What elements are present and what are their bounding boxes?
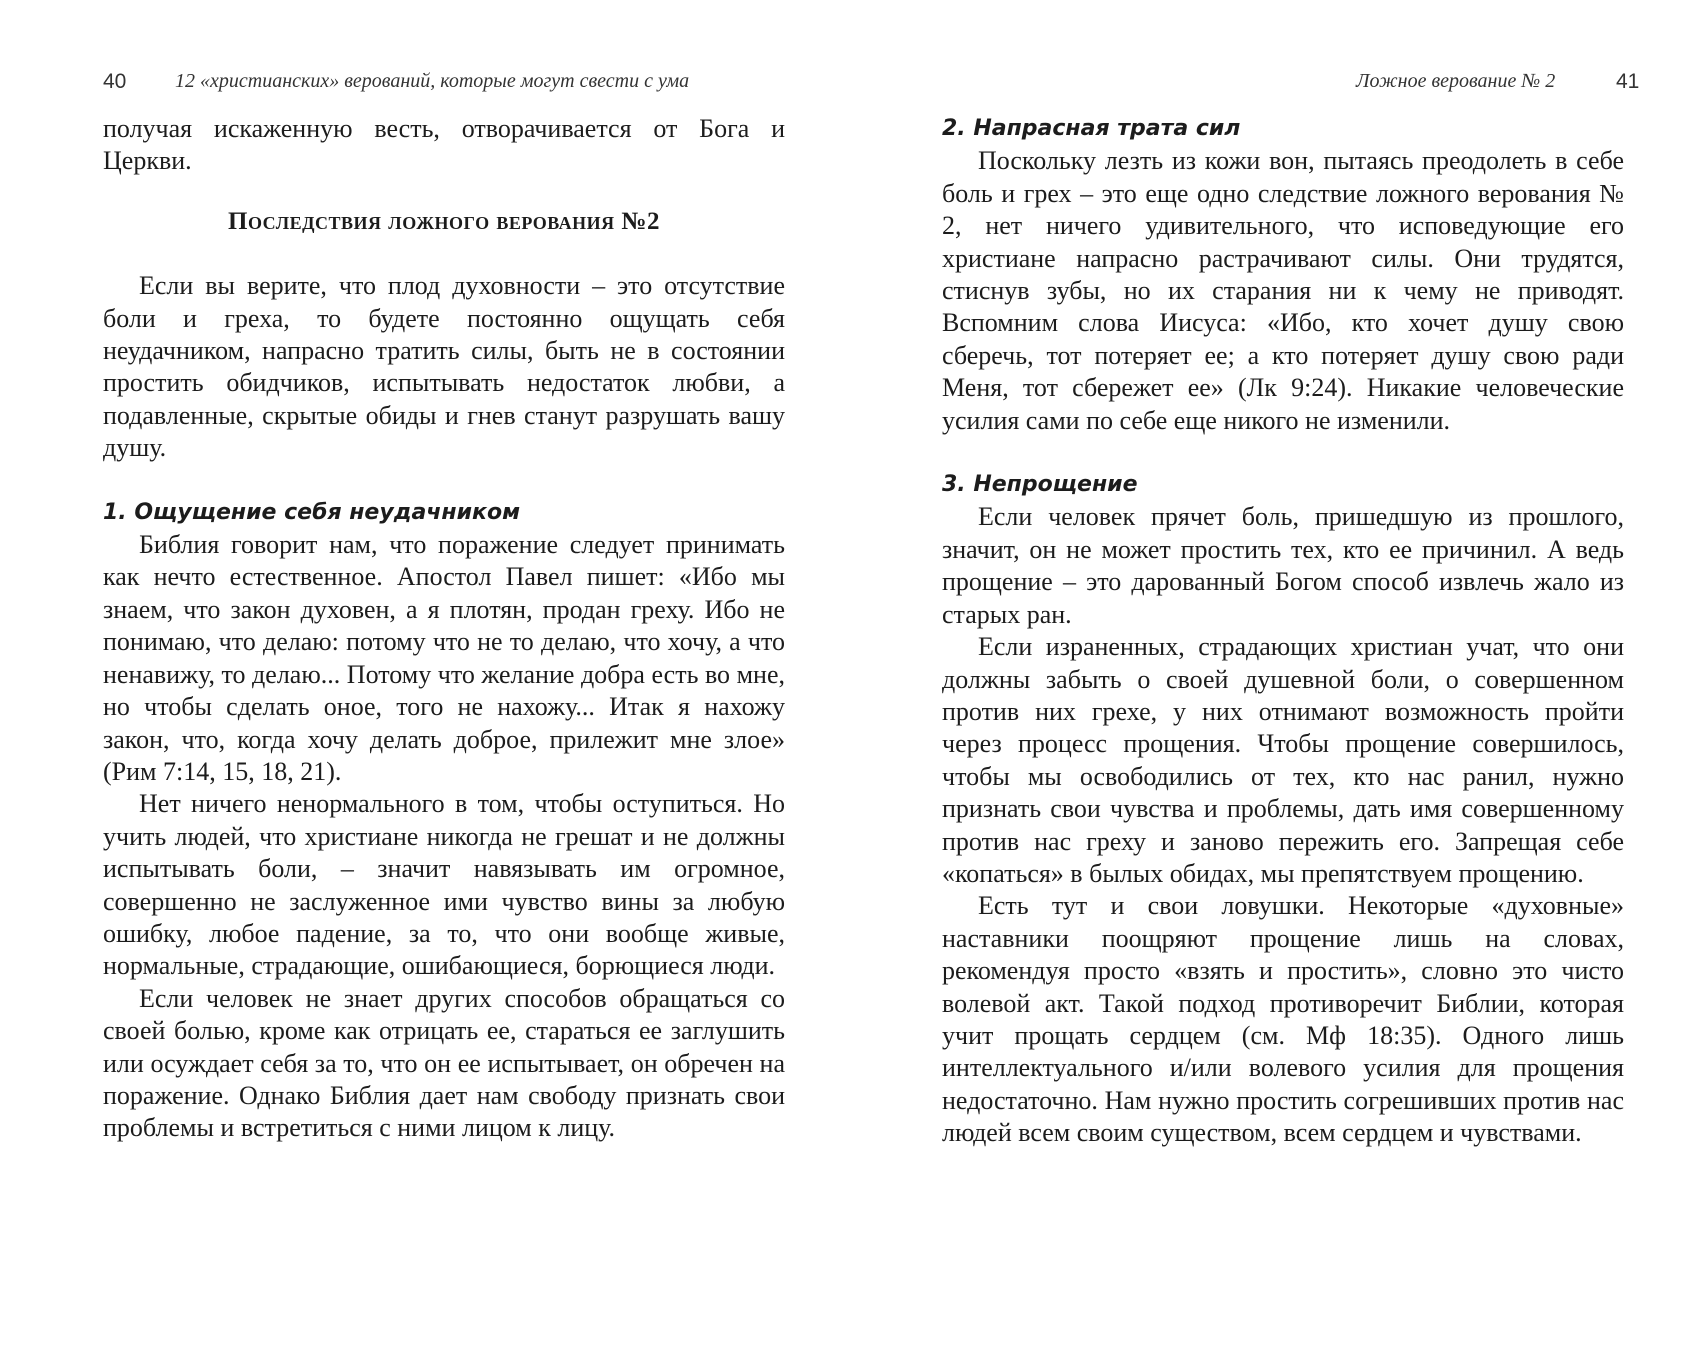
left-page <box>0 0 846 1358</box>
subsection-1-paragraph: Если человек не знает других способов обращаться со своей болью, кроме как отрицать ее, стараться ее заглушить или осуждает себя за то, что он ее испытывает, он обречен на поражение. Однако Библия дает нам свободу признать свои проблемы и встретиться с ними лицом к лицу. <box>103 983 785 1143</box>
left-running-head: 12 «христианских» верований, которые могут свести с ума <box>175 70 690 92</box>
subsection-1-paragraph: Нет ничего ненормального в том, чтобы оступиться. Но учить людей, что христиане никогда не грешат и не должны испытывать боли, – значит навязывать им огромное, совершенно не заслуженное ими чувство вины за любую ошибку, любое падение, за то, что они вообще живые, нормальные, страдающие, ошибающиеся, борющиеся люди. <box>103 789 785 981</box>
subsection-3-title: 3. Непрощение <box>942 472 1138 498</box>
intro-paragraph: Если вы верите, что плод духовности – это отсутствие боли и греха, то будете постоянно ощущать себя неудачником, напрасно тратить силы, быть не в состоянии простить обидчиков, испытывать недостаток любви, а подавленные, скрытые обиды и гнев станут разрушать вашу душу. <box>103 271 785 463</box>
subsection-2-paragraph: Поскольку лезть из кожи вон, пытаясь преодолеть в себе боль и грех – это еще одно следствие ложного верования № 2, нет ничего удивительного, что исповедующие его христиане напрасно растрачивают силы. Они трудятся, стиснув зубы, но их старания ни к чему не приводят. Вспомним слова Иисуса: «Ибо, кто хочет душу свою сберечь, тот потеряет ее; а кто потеряет душу свою ради Меня, тот сбережет ее» (Лк 9:24). Никакие человеческие усилия сами по себе еще никого не изменили. <box>942 146 1624 435</box>
subsection-3-paragraph: Есть тут и свои ловушки. Некоторые «духовные» наставники поощряют прощение лишь на словах, рекомендуя просто «взять и простить», словно это чисто волевой акт. Такой подход противоречит Библии, которая учит прощать сердцем (см. Мф 18:35). Одного лишь интеллектуального и/или волевого усилия для прощения недостаточно. Нам нужно простить согрешивших против нас людей всем своим существом, всем сердцем и чувствами. <box>942 891 1624 1148</box>
right-text-block <box>942 113 1624 1150</box>
subsection-1-title: 1. Ощущение себя неудачником <box>103 499 521 525</box>
subsection-3-paragraph: Если израненных, страдающих христиан учат, что они должны забыть о своей душевной боли, о совершенном против них грехе, у них отнимают возможность пройти через процесс прощения. Чтобы прощение совершилось, чтобы мы освободились от тех, кто нас ранил, нужно признать свои чувства и проблемы, дать имя совершенному против нас греху и заново пережить его. Запрещая себе «копаться» в былых обидах, мы препятствуем прощению. <box>942 632 1624 888</box>
subsection-3-paragraph: Если человек прячет боль, пришедшую из прошлого, значит, он не может простить тех, кто ее причинил. А ведь прощение – это дарованный Богом способ извлечь жало из старых ран. <box>942 502 1624 629</box>
right-page-number: 41 <box>1616 70 1640 93</box>
subsection-1-paragraph: Библия говорит нам, что поражение следует принимать как нечто естественное. Апостол Павел пишет: «Ибо мы знаем, что закон духовен, а я плотян, продан греху. Ибо не понимаю, что делаю: потому что не то делаю, что хочу, а что ненавижу, то делаю... Потому что желание добра есть во мне, но чтобы сделать оное, того не нахожу... Итак я нахожу закон, что, когда хочу делать доброе, прилежит мне злое» (Рим 7:14, 15, 18, 21). <box>103 530 785 786</box>
section-heading: Последствия ложного верования №2 <box>228 207 660 235</box>
right-page <box>846 0 1693 1358</box>
left-text-block <box>103 113 785 1145</box>
continuation-paragraph: получая искаженную весть, отворачивается от Бога и Церкви. <box>103 114 785 176</box>
subsection-2-title: 2. Напрасная трата сил <box>942 116 1241 141</box>
left-page-number: 40 <box>103 70 127 93</box>
right-running-head: Ложное верование № 2 <box>1356 70 1556 92</box>
